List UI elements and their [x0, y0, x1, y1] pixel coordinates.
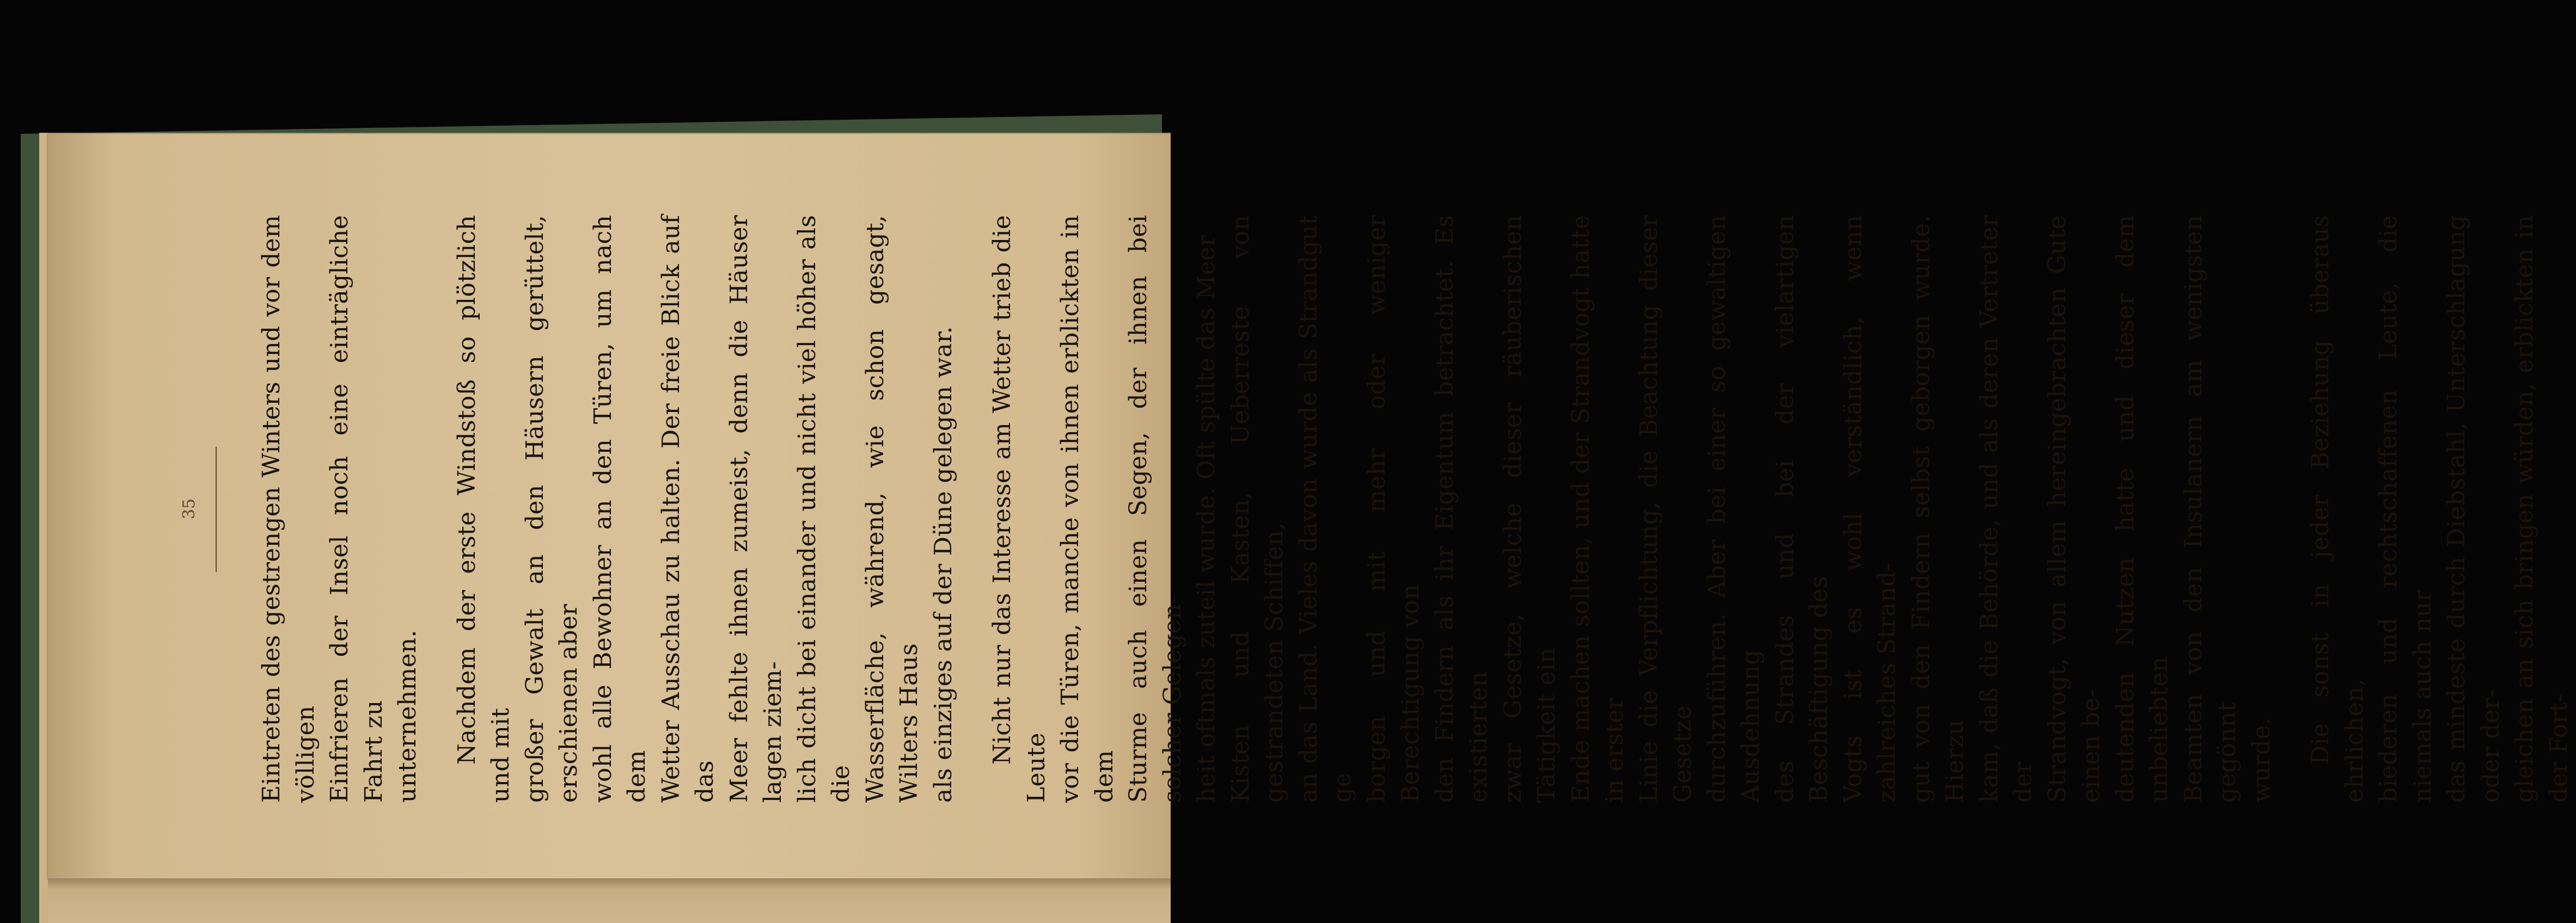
text-line: Eintreten des gestrengen Winters und vor dem völligen	[258, 215, 320, 803]
text-line: Beamten von den Insulanern am wenigsten gegönnt	[2179, 215, 2241, 803]
text-line: Nachdem der erste Windstoß so plötzlich und mit	[452, 215, 515, 803]
text-line: gleichen an sich bringen würden, erblickten in der Fort-	[2511, 215, 2573, 803]
text-line: Wetter Ausschau zu halten. Der freie Blick auf das	[657, 215, 719, 803]
text-line: wohl alle Bewohner an den Türen, um nach dem	[589, 215, 651, 803]
text-line: Kisten und Kasten, Ueberreste von gestrandeten Schiffen,	[1226, 215, 1288, 803]
text-line: gut von den Findern selbst geborgen wurde. Hierzu	[1907, 215, 1969, 803]
text-line: Meer fehlte ihnen zumeist, denn die Häuser lagen ziem-	[725, 215, 787, 803]
text-line: des Strandes und bei der vielartigen Beschäftigung des	[1771, 215, 1833, 803]
text-line: Einfrieren der Insel noch eine einträgliche Fahrt zu	[326, 215, 388, 803]
text-line: durchzuführen. Aber bei einer so gewaltigen Ausdehnung	[1703, 215, 1765, 803]
page-edge	[48, 878, 1171, 923]
text-line: an das Land. Vieles davon wurde als Strandgut ge	[1294, 215, 1356, 803]
text-line: Vogts ist es wohl verständlich, wenn zahlreiches Strand-	[1839, 215, 1901, 803]
text-line: wurde.	[2247, 717, 2275, 803]
text-line: vor die Türen, manche von ihnen erblickten in dem	[1056, 215, 1118, 803]
text-line: großer Gewalt an den Häusern gerüttelt, erschienen aber	[521, 215, 583, 803]
text-line: Die sonst in jeder Beziehung überaus ehrlichen,	[2306, 215, 2369, 803]
text-line: deutenden Nutzen hatte und dieser dem unbeliebten	[2111, 215, 2173, 803]
text-line: Nicht nur das Interesse am Wetter trieb die Leute	[988, 215, 1050, 803]
page-header	[173, 215, 238, 803]
text-line: kam, daß die Behörde, und als deren Vertreter der	[1975, 215, 2037, 803]
paragraph	[255, 215, 425, 803]
text-line: unternehmen.	[394, 630, 421, 803]
text-line: Ende machen sollten, und der Strandvogt hatte in erster	[1567, 215, 1629, 803]
text-line: Sturme auch einen Segen, der ihnen bei solcher Gelegen-	[1124, 215, 1186, 803]
page-content	[173, 215, 2573, 803]
paragraph	[986, 215, 2279, 803]
text-line: als einziges auf der Düne gelegen war.	[929, 326, 957, 803]
header-rule	[216, 447, 217, 572]
paragraph	[2304, 215, 2576, 803]
text-line: heit oftmals zuteil wurde. Oft spülte das Meer	[1192, 235, 1220, 803]
text-line: borgen und mit mehr oder weniger Berechtigung von	[1362, 215, 1424, 803]
text-line: Wasserfläche, während, wie schon gesagt, Wilters Haus	[861, 215, 923, 803]
text-line: lich dicht bei einander und nicht viel höher als die	[793, 215, 855, 803]
text-line: Linie die Verpflichtung, die Beachtung dieser Gesetze	[1635, 215, 1697, 803]
page-number: 35	[180, 498, 199, 520]
text-line: Strandvogt, von allem hereingebrachten Gute einen be-	[2043, 215, 2105, 803]
text-line: den Findern als ihr Eigentum betrachtet. Es existierten	[1430, 215, 1492, 803]
text-line: zwar Gesetze, welche dieser räuberischen Tätigkeit ein	[1498, 215, 1561, 803]
body-text	[255, 215, 2573, 803]
text-line: biederen und rechtschaffenen Leute, die niemals auch nur	[2375, 215, 2437, 803]
text-line: das mindeste durch Diebstahl, Unterschlagung oder der-	[2443, 215, 2505, 803]
paragraph	[450, 215, 961, 803]
